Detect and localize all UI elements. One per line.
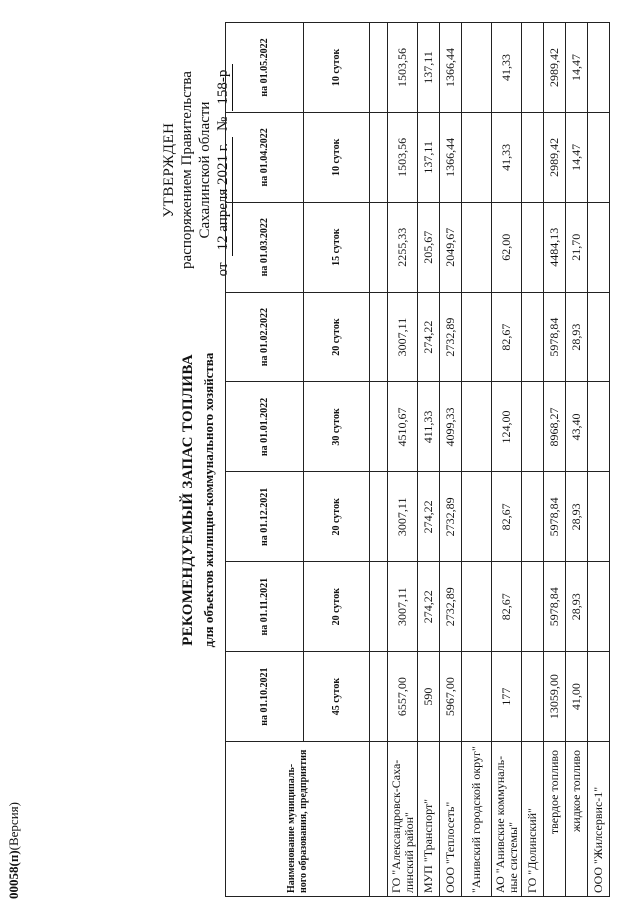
- table-row: [388, 23, 418, 897]
- cell-value: 8968,27: [544, 382, 566, 472]
- table-row: [492, 23, 522, 897]
- date-header: на 01.10.2021: [226, 652, 304, 742]
- row-name: "Анивский городской округ": [462, 742, 492, 897]
- row-name: жидкое топливо: [566, 742, 588, 897]
- name-header: Наименование муниципаль-ного образования, предприятия: [226, 742, 370, 897]
- table-row: [462, 23, 492, 897]
- page-title: РЕКОМЕНДУЕМЫЙ ЗАПАС ТОПЛИВА: [180, 354, 196, 646]
- cell-value: [588, 292, 610, 382]
- table-row: [418, 23, 440, 897]
- from-label: от: [215, 262, 231, 277]
- cell-value: [522, 23, 544, 113]
- cell-value: 1503,56: [388, 112, 418, 202]
- cell-value: 1366,44: [440, 23, 462, 113]
- cell-value: 2732,89: [440, 472, 462, 562]
- cell-value: 13059,00: [544, 652, 566, 742]
- date-header: на 01.04.2022: [226, 112, 304, 202]
- cell-value: 411,33: [418, 382, 440, 472]
- cell-value: 5978,84: [544, 562, 566, 652]
- cell-value: 1503,56: [388, 23, 418, 113]
- cell-value: 5978,84: [544, 292, 566, 382]
- date-header: на 01.11.2021: [226, 562, 304, 652]
- cell-value: [522, 112, 544, 202]
- cell-value: 137,11: [418, 112, 440, 202]
- cell-value: 124,00: [492, 382, 522, 472]
- approval-line-3: Сахалинской области: [197, 101, 213, 239]
- cell-value: 41,33: [492, 23, 522, 113]
- days-header: 20 суток: [304, 292, 370, 382]
- row-name: ГО "Александровск-Саха-линский район": [388, 742, 418, 897]
- cell-value: 41,33: [492, 112, 522, 202]
- document-version: (Версия): [6, 802, 21, 851]
- cell-value: [462, 382, 492, 472]
- cell-value: [588, 472, 610, 562]
- cell-value: 137,11: [418, 23, 440, 113]
- cell-value: 28,93: [566, 472, 588, 562]
- cell-value: 4510,67: [388, 382, 418, 472]
- date-header: на 01.12.2021: [226, 472, 304, 562]
- cell-value: 1366,44: [440, 112, 462, 202]
- cell-value: 4099,33: [440, 382, 462, 472]
- cell-value: [522, 472, 544, 562]
- days-header: 30 суток: [304, 382, 370, 472]
- days-header: 15 суток: [304, 202, 370, 292]
- header-row: [226, 23, 304, 897]
- date-header: на 01.05.2022: [226, 23, 304, 113]
- approval-block: [160, 20, 233, 320]
- row-name: твердое топливо: [544, 742, 566, 897]
- row-name: ООО "Жилсервис-1": [588, 742, 610, 897]
- table-row: [440, 23, 462, 897]
- cell-value: 590: [418, 652, 440, 742]
- cell-value: [588, 382, 610, 472]
- cell-value: 3007,11: [388, 472, 418, 562]
- cell-value: [588, 23, 610, 113]
- cell-value: [462, 112, 492, 202]
- date-header: на 01.01.2022: [226, 382, 304, 472]
- cell-value: 6557,00: [388, 652, 418, 742]
- cell-value: 2255,33: [388, 202, 418, 292]
- cell-value: 28,93: [566, 562, 588, 652]
- cell-value: 2989,42: [544, 112, 566, 202]
- document-code: 00058(п): [6, 850, 21, 899]
- row-name: АО "Анивские коммуналь-ные системы": [492, 742, 522, 897]
- row-name: МУП "Транспорт": [418, 742, 440, 897]
- days-header: 20 суток: [304, 562, 370, 652]
- days-header: 10 суток: [304, 23, 370, 113]
- cell-value: [522, 292, 544, 382]
- cell-value: 14,47: [566, 23, 588, 113]
- cell-value: 274,22: [418, 562, 440, 652]
- cell-value: 43,40: [566, 382, 588, 472]
- cell-value: [462, 292, 492, 382]
- approval-heading: УТВЕРЖДЕН: [161, 122, 177, 218]
- cell-value: 62,00: [492, 202, 522, 292]
- approval-line-2: распоряжением Правительства: [179, 71, 195, 269]
- cell-value: [588, 112, 610, 202]
- cell-value: 3007,11: [388, 562, 418, 652]
- cell-value: [588, 562, 610, 652]
- table-row: [588, 23, 610, 897]
- cell-value: [462, 202, 492, 292]
- cell-value: 274,22: [418, 292, 440, 382]
- cell-value: 5978,84: [544, 472, 566, 562]
- days-header: 20 суток: [304, 472, 370, 562]
- cell-value: 5967,00: [440, 652, 462, 742]
- cell-value: 2732,89: [440, 292, 462, 382]
- cell-value: [588, 652, 610, 742]
- cell-value: [462, 562, 492, 652]
- cell-value: 274,22: [418, 472, 440, 562]
- days-header: 45 суток: [304, 652, 370, 742]
- table-row: [566, 23, 588, 897]
- cell-value: 4484,13: [544, 202, 566, 292]
- cell-value: 82,67: [492, 562, 522, 652]
- cell-value: [462, 472, 492, 562]
- date-header: на 01.02.2022: [226, 292, 304, 382]
- row-name: ООО "Теплосеть": [440, 742, 462, 897]
- cell-value: 21,70: [566, 202, 588, 292]
- title-block: [180, 310, 217, 690]
- cell-value: 82,67: [492, 472, 522, 562]
- cell-value: 2732,89: [440, 562, 462, 652]
- cell-value: 14,47: [566, 112, 588, 202]
- cell-value: 82,67: [492, 292, 522, 382]
- cell-value: 177: [492, 652, 522, 742]
- page-subtitle: для объектов жилищно-коммунального хозяйства: [201, 352, 216, 648]
- cell-value: [522, 202, 544, 292]
- date-header: на 01.03.2022: [226, 202, 304, 292]
- cell-value: 205,67: [418, 202, 440, 292]
- cell-value: 2989,42: [544, 23, 566, 113]
- document-footer: [6, 802, 22, 899]
- table-row: [544, 23, 566, 897]
- cell-value: 28,93: [566, 292, 588, 382]
- table-row: [522, 23, 544, 897]
- cell-value: [522, 382, 544, 472]
- cell-value: 2049,67: [440, 202, 462, 292]
- cell-value: [522, 652, 544, 742]
- approval-number: 158-р: [214, 64, 233, 111]
- spacer-row: [370, 23, 388, 897]
- cell-value: [522, 562, 544, 652]
- cell-value: [588, 202, 610, 292]
- days-header: 10 суток: [304, 112, 370, 202]
- approval-date: 12 апреля 2021 г.: [214, 137, 233, 257]
- number-label: №: [215, 116, 231, 131]
- cell-value: [462, 652, 492, 742]
- cell-value: 41,00: [566, 652, 588, 742]
- cell-value: [462, 23, 492, 113]
- cell-value: 3007,11: [388, 292, 418, 382]
- row-name: ГО "Долинский": [522, 742, 544, 897]
- fuel-table: [225, 22, 610, 897]
